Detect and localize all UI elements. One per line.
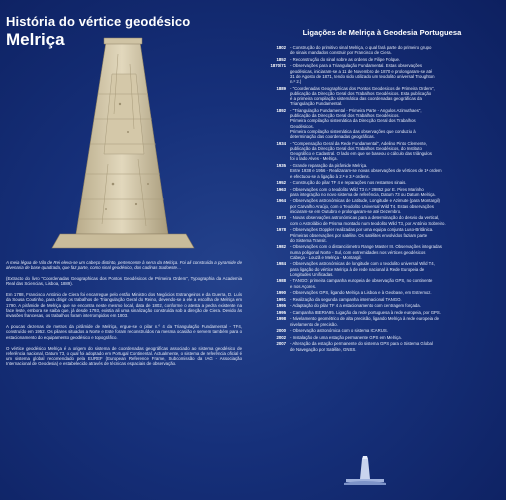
timeline-line: - Adaptação do pilar TF 4 a estacionamento com centragem forçada. xyxy=(290,303,421,309)
timeline-line: Cabeça - Louzã e Melriça - Montargil. xyxy=(290,254,362,260)
timeline-year: 1934 xyxy=(276,140,286,146)
timeline-line: para integração no novo sistema de referência, Datum 73 ou Datum Melriça. xyxy=(290,191,436,197)
timeline-year: 1963 xyxy=(276,186,286,192)
timeline-row xyxy=(256,335,504,340)
timeline-description xyxy=(290,57,504,62)
timeline-line: - Observações com o teodolito Wild T3 n.º 29852 por E. Pires Marinho xyxy=(290,186,424,192)
timeline-row xyxy=(256,290,504,295)
timeline-line: - Realização da segunda campanha internacional TANGO. xyxy=(290,296,402,302)
history-paragraph: (Extracto do livro "Coordenadas Geographicas dos Pontos Geodésicos de Primeira Ordem", Typographia da Academia Real das Sciencias, Lisboa, 1889). xyxy=(6,276,242,287)
timeline-description xyxy=(290,86,504,107)
timeline-description xyxy=(290,163,504,179)
timeline-description xyxy=(290,290,504,295)
timeline-line: - Observações astronómicas de Latitude, Longitude e Azimute (para Montargil) xyxy=(290,198,440,204)
timeline-row xyxy=(256,341,504,352)
timeline-line: do Sistema Transit. xyxy=(290,237,327,243)
obelisk-illustration xyxy=(18,34,236,258)
timeline-line: - Grande reparação da pirâmide Melriça. xyxy=(290,163,368,169)
timeline-year: 1995 xyxy=(276,309,286,315)
timeline-line: determinação das coordenadas geográficas. xyxy=(290,134,375,140)
timeline-year: 1984 xyxy=(276,261,286,267)
timeline-year: 2007 xyxy=(276,341,286,347)
timeline-line: publicação da Direcção Geral dos Trabalhos Geodésicos, do Instituto xyxy=(290,145,422,151)
timeline-line: geodésicas, iniciaram-se a 11 de Novembro de 1870 e prolongaram-se até xyxy=(290,68,433,74)
timeline-line: Geográfico e Cadastral. O lado em que se baseou o cálculo das triângulos xyxy=(290,151,432,157)
timeline-line: n.º 2.) xyxy=(290,79,302,85)
timeline-description xyxy=(290,261,504,277)
timeline-line: publicação da Direcção Geral dos Trabalhos Geodésicos. Esta publicação xyxy=(290,90,432,96)
timeline-description xyxy=(290,45,504,56)
history-paragraph: Em 1788, Francisco António de Ciera foi encarregue pelo então Ministro dos Negócios Estrangeiros e da Guerra, D. Luís da Sousa Coutinho, para dirigir os trabalhos de Triangulação Geral do Reino, devendo-se a ele a escolha de Melriça em 1790. A pirâmide de Melriça que se encontra neste mesmo local, data de 1802, conforme o atesta a pedra existente na face leste, embora se saiba que, já desde 1793, existia ali uma sinalização construída sob a direção de Ciera. Devido às invasões francesas, os trabalhos foram interrompidos em 1803. xyxy=(6,292,242,319)
timeline-year: 1935 xyxy=(276,163,286,169)
timeline-year: 1990 xyxy=(276,290,286,296)
timeline-row xyxy=(256,180,504,185)
timeline-line: Primeira compilação sistemática da Direcção Geral dos Trabalhos xyxy=(290,118,416,124)
timeline-description xyxy=(290,341,504,352)
timeline-line: nivelamento de precisão. xyxy=(290,321,338,327)
timeline-row xyxy=(256,278,504,289)
lighthouse-logo-icon xyxy=(342,455,388,487)
timeline-line: - Observações com o distanciómetro Range Master III. Observações integradas xyxy=(290,244,442,250)
timeline-year: 1998 xyxy=(276,316,286,322)
timeline-line: - Construção do pilar TF 4 e reparações nos restantes sinais. xyxy=(290,180,407,186)
timeline-description xyxy=(290,297,504,302)
timeline-row xyxy=(256,163,504,179)
timeline-year: 1852 xyxy=(276,56,286,62)
timeline-year: 1995 xyxy=(276,303,286,309)
timeline-line: iniciaram-se em Outubro e prolongaram-se até Dezembro. xyxy=(290,208,402,214)
timeline-line: Primeira compilação sistemática das observações que conduziu à xyxy=(290,128,416,134)
timeline-description xyxy=(290,303,504,308)
timeline-description xyxy=(290,108,504,140)
timeline-year: 1973 xyxy=(276,215,286,221)
page-subtitle: Melriça xyxy=(6,30,65,49)
timeline-description xyxy=(290,198,504,214)
timeline-line: Entre 1938 e 1956 - Realizaram-se novas observações de vértices de 1ª ordem xyxy=(290,168,442,174)
timeline-line: de Navegação por Satélite, GNSS. xyxy=(290,346,357,352)
history-paragraph: O vértice geodésico Melriça é a origem do sistema de coordenadas geográficas associado ao sistema geodésico de referência nacional, Datum 73, o qual foi adoptado em Portugal Continental. Actualmente, o sistema de referência oficial é um sistema global recomendado pela EUREF (European Reference Frame, Subcomissão da IAG - Associação Internacional de Geodesia) e estabelecido através de técnicas espaciais de observação. xyxy=(6,345,242,367)
timeline-line: - "Triangulação Fundamental - Primeira Parte - Angulos Azimuthaes", xyxy=(290,107,422,113)
timeline-line: - Observação astronómica com o sistema ICARUS. xyxy=(290,328,388,334)
timeline-line: Triangulação Fundamental. xyxy=(290,101,343,107)
timeline-line: de sinais mandados construir por Francisco de Ciera. xyxy=(290,50,392,56)
history-paragraph: A poucas dezenas de metros da pirâmide de Melriça, ergue-se o pilar n.º 4 da Triangulação Fundamental - TF4, construído em 1952. Os pilares situados a Norte e Este foram reconstruídos na mesma ocasião e servem também para o estacionamento do equipamento geodésico e topográfico. xyxy=(6,324,242,340)
timeline-description xyxy=(290,278,504,289)
timeline-line: numa poligonal Norte - Sul, com extremidades nos vértices geodésicos xyxy=(290,249,426,255)
timeline-row xyxy=(256,244,504,260)
timeline-row xyxy=(256,227,504,243)
timeline-row xyxy=(256,63,504,84)
timeline-line: - Novas observações astronómicas para a determinação do desvio da vertical, xyxy=(290,215,440,221)
timeline-line: - Observações astronómicas de longitude com o teodolito universal Wild T4, xyxy=(290,261,435,267)
timeline-line: Longitudes Unificadas. xyxy=(290,271,334,277)
timeline-description xyxy=(290,180,504,185)
timeline-row xyxy=(256,310,504,315)
timeline-description xyxy=(290,310,504,315)
timeline-line: - TANGO: primeira campanha europeia de observação GPS, no continente xyxy=(290,278,433,284)
timeline-line: Primeiras observações por satélite. Os satélites envolvidos faziam parte xyxy=(290,232,428,238)
timeline-row xyxy=(256,45,504,56)
timeline-year: 1870/71 xyxy=(270,63,286,69)
timeline-description xyxy=(290,335,504,340)
timeline-year: 2000 xyxy=(276,328,286,334)
timeline-line: - Observações Doppler realizadas por uma equipa conjunta Luso-Britânica. xyxy=(290,227,434,233)
timeline-line: - Reconstrução do sinal sobre as ordens de Filipe Folque. xyxy=(290,56,401,62)
timeline-line: - Observações GPS, ligando Melriça a Lisboa e à Geobase, em Estremoz. xyxy=(290,290,432,296)
timeline-line: publicação da Direcção Geral dos Trabalhos Geodésicos. xyxy=(290,113,400,119)
timeline-title: Ligações de Melriça à Geodesia Portuguesa xyxy=(302,28,462,37)
timeline-line: - Construção do primitivo sinal Melriça, o qual fará parte do primeiro grupo xyxy=(290,45,432,50)
timeline-year: 1982 xyxy=(276,244,286,250)
timeline-line: - "Coordenadas Geographicas dos Pontos Geodesicos de Primeira Ordem", xyxy=(290,85,435,91)
timeline-row xyxy=(256,297,504,302)
timeline-line: foi o lado Alves - Melriça. xyxy=(290,156,338,162)
timeline-description xyxy=(290,141,504,162)
timeline-line: 31 de Agosto de 1871, tendo sido utilizado um teodolito universal Troughton xyxy=(290,73,435,79)
timeline-line: - Alteração da estação permanente do sistema GPS para o Sistema Global xyxy=(290,341,433,347)
timeline-row xyxy=(256,57,504,62)
quote-caption: A meia légua de Vila de Rei eleva-se um cabeço distinto, pertencente à serra da Melriça. Foi ali construída a pyramide de alvenaria de base quadrada, que faz parte, como sinal geodésico, dos cadinas Sudoeste… xyxy=(6,260,242,271)
timeline-line: e efectuou-se a ligação à 2.ª e 3.ª ordens. xyxy=(290,173,370,179)
timeline-description xyxy=(290,244,504,260)
timeline-row xyxy=(256,86,504,107)
timeline-row xyxy=(256,316,504,327)
timeline-row xyxy=(256,198,504,214)
timeline-year: 1988 xyxy=(276,278,286,284)
timeline-line: com o Astrolábio de Prisma montado num teodolito Wild T3, por António Sobreiro. xyxy=(290,220,446,226)
timeline-line: e nos Açores. xyxy=(290,283,317,289)
timeline-description xyxy=(290,328,504,333)
timeline-description xyxy=(290,187,504,198)
timeline-row xyxy=(256,303,504,308)
timeline-year: 1952 xyxy=(276,180,286,186)
timeline-description xyxy=(290,316,504,327)
timeline-line: Geodésicos. xyxy=(290,123,314,129)
page-title: História do vértice geodésico xyxy=(6,14,191,29)
timeline-year: 1991 xyxy=(276,296,286,302)
timeline xyxy=(256,45,504,353)
timeline-line: - "Compensação Geral da Rede Fundamental", Adelino Pinto Clemente, xyxy=(290,140,428,146)
timeline-row xyxy=(256,328,504,333)
timeline-line: - Campanha IBERIA95. Ligação da rede portuguesa à rede europeia, por GPS. xyxy=(290,309,441,315)
timeline-year: 1964 xyxy=(276,198,286,204)
timeline-description xyxy=(290,227,504,243)
timeline-year: 2002 xyxy=(276,334,286,340)
timeline-line: - Observações para a Triangulação Fundamental. Estas observações xyxy=(290,63,423,69)
timeline-row xyxy=(256,215,504,226)
timeline-year: 1889 xyxy=(276,85,286,91)
history-text xyxy=(6,260,242,372)
timeline-year: 1802 xyxy=(276,45,286,50)
timeline-row xyxy=(256,108,504,140)
timeline-row xyxy=(256,187,504,198)
timeline-line: - Nivelamento geométrico de alta precisão, ligando Melriça à rede europeia de xyxy=(290,316,440,322)
timeline-line: para ligação do vértice Melriça à de rede nacional à Rede Europeia de xyxy=(290,266,425,272)
timeline-row xyxy=(256,141,504,162)
timeline-line: é a primeira compilação sistemática das coordenadas geográficas da xyxy=(290,96,422,102)
timeline-description xyxy=(290,215,504,226)
timeline-year: 1978 xyxy=(276,227,286,233)
timeline-row xyxy=(256,261,504,277)
timeline-description xyxy=(290,63,504,84)
timeline-line: - Instalação de uma estação permanente GPS em Melriça. xyxy=(290,334,402,340)
timeline-year: 1892 xyxy=(276,107,286,113)
timeline-line: por Carvalho Araújo, com o Teodolito Universal Wild T4. Estas observações xyxy=(290,203,434,209)
